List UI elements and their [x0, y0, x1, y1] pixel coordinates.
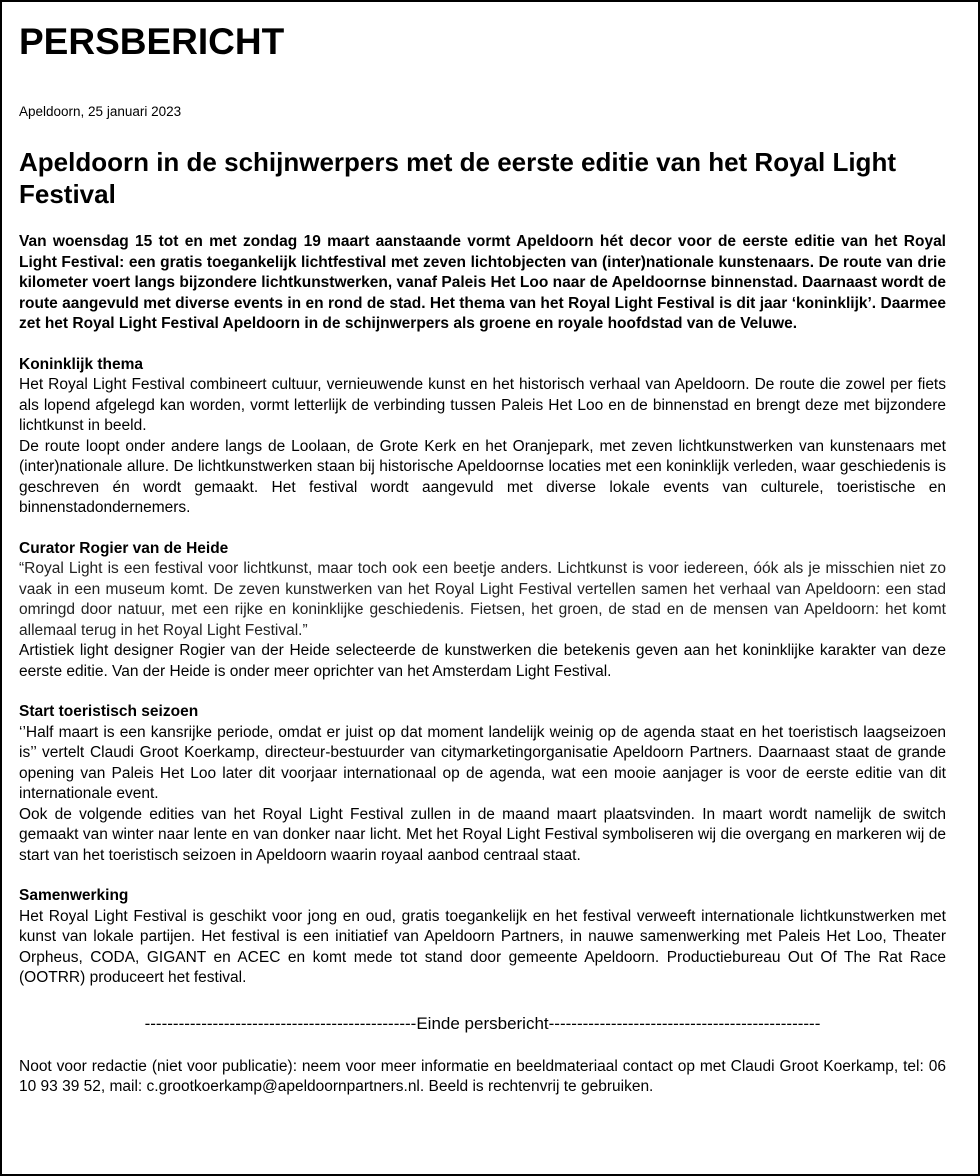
- section-paragraph: Artistiek light designer Rogier van der Heide selecteerde de kunstwerken die betekenis geven aan het koninklijke karakter van deze eerste editie. Van der Heide is onder meer oprichter van het Amsterdam Light Festival.: [19, 642, 946, 680]
- section-heading: Koninklijk thema: [19, 355, 144, 373]
- section-curator: [19, 539, 946, 683]
- section-samenwerking: [19, 886, 946, 989]
- section-paragraph: Ook de volgende edities van het Royal Light Festival zullen in de maand maart plaatsvinden. In maart wordt namelijk de switch gemaakt van winter naar lente en van donker naar licht. Met het Royal Light Festival symboliseren wij die overgang en markeren wij de start van het toeristisch seizoen in Apeldoorn waarin royaal aanbod centraal staat.: [19, 805, 946, 864]
- section-paragraph: ‘’Half maart is een kansrijke periode, omdat er juist op dat moment landelijk weinig op de agenda staat en het toeristisch laagseizoen is’’ vertelt Claudi Groot Koerkamp, directeur-bestuurder van citymarketingorganisatie Apeldoorn Partners. Daarnaast staat de grande opening van Paleis Het Loo later dit voorjaar internationaal op de agenda, wat een mooie aanjager is voor de eerste editie van dit internationale event.: [19, 723, 946, 802]
- section-heading: Curator Rogier van de Heide: [19, 539, 229, 557]
- headline: Apeldoorn in de schijnwerpers met de eerste editie van het Royal Light Festival: [19, 147, 896, 209]
- lead-paragraph: Van woensdag 15 tot en met zondag 19 maart aanstaande vormt Apeldoorn hét decor voor de eerste editie van het Royal Light Festival: een gratis toegankelijk lichtfestival met zeven lichtobjecten van (inter)nationale kunstenaars. De route van drie kilometer voert langs bijzondere lichtkunstwerken, vanaf Paleis Het Loo naar de Apeldoornse binnenstad. Daarnaast wordt de route aangevuld met diverse events in en rond de stad. Het thema van het Royal Light Festival is dit jaar ‘koninklijk’. Daarmee zet het Royal Light Festival Apeldoorn in de schijnwerpers als groene en royale hoofdstad van de Veluwe.: [19, 233, 946, 332]
- section-toeristisch-seizoen: [19, 702, 946, 866]
- section-koninklijk-thema: [19, 355, 946, 519]
- editor-note: Noot voor redactie (niet voor publicatie): neem voor meer informatie en beeldmateriaal contact op met Claudi Groot Koerkamp, tel: 06 10 93 39 52, mail: c.grootkoerkamp@apeldoornpartners.nl. Beeld is rechtenvrij te gebruiken.: [19, 1057, 946, 1095]
- document-title: PERSBERICHT: [19, 21, 285, 62]
- section-heading: Start toeristisch seizoen: [19, 703, 199, 720]
- end-of-release-marker: ------------------------------------------------Einde persbericht------------------------------------------------: [144, 1013, 821, 1033]
- section-paragraph: Het Royal Light Festival combineert cultuur, vernieuwende kunst en het historisch verhaal van Apeldoorn. De route die zowel per fiets als lopend afgelegd kan worden, vormt letterlijk de verbinding tussen Paleis Het Loo en de binnenstad en brengt deze met bijzondere lichtkunst in beeld.: [19, 376, 946, 434]
- section-paragraph: Het Royal Light Festival is geschikt voor jong en oud, gratis toegankelijk en het festival verweeft internationale lichtkunstwerken met kunst van lokale partijen. Het festival is een initiatief van Apeldoorn Partners, in nauwe samenwerking met Paleis Het Loo, Theater Orpheus, CODA, GIGANT en ACEC en komt mede tot stand door gemeente Apeldoorn. Productiebureau Out Of The Rat Race (OOTRR) produceert het festival.: [19, 907, 946, 986]
- dateline: Apeldoorn, 25 januari 2023: [19, 104, 182, 119]
- section-paragraph: De route loopt onder andere langs de Loolaan, de Grote Kerk en het Oranjepark, met zeven lichtkunstwerken van kunstenaars met (inter)nationale allure. De lichtkunstwerken staan bij historische Apeldoornse locaties met een koninklijk verleden, waar geschiedenis is geschreven én wordt gemaakt. Het festival wordt aangevuld met diverse lokale events van culturele, toeristische en binnenstadondernemers.: [19, 437, 946, 516]
- section-heading: Samenwerking: [19, 887, 129, 904]
- curator-quote: “Royal Light is een festival voor lichtkunst, maar toch ook een beetje anders. Lichtkunst is voor iedereen, óók als je misschien niet zo vaak in een museum komt. De zeven kunstwerken van het Royal Light Festival vertellen samen het verhaal van Apeldoorn: een stad omringd door natuur, met een rijke en koninklijke geschiedenis. Fietsen, het groen, de stad en de mensen van Apeldoorn: het komt allemaal terug in het Royal Light Festival.”: [19, 560, 946, 639]
